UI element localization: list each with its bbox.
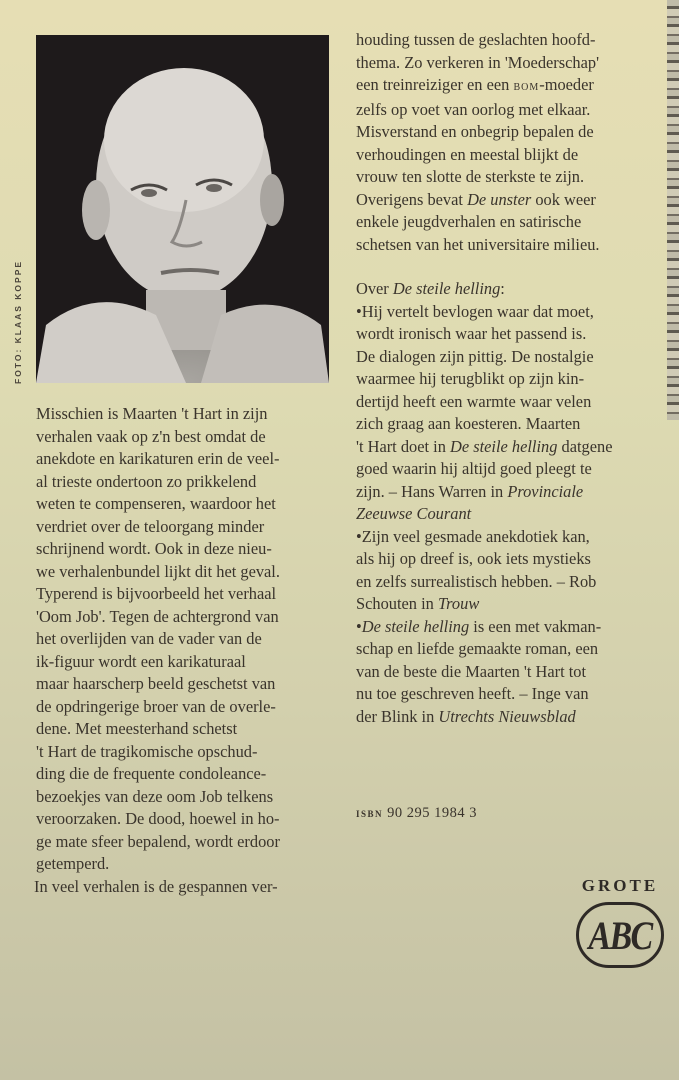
review-source: Trouw	[437, 594, 480, 613]
text-span: -moeder	[539, 75, 594, 94]
text-line	[356, 481, 666, 504]
text-line: van de beste die Maarten 't Hart tot	[356, 661, 587, 681]
publisher-logo	[570, 872, 670, 972]
text-line	[356, 616, 666, 639]
isbn-label: isbn	[356, 805, 384, 820]
text-line: getemperd.	[36, 854, 110, 873]
text-line: waarmee hij terugblikt op zijn kin-	[356, 369, 585, 388]
text-line: verhalen vaak op z'n best omdat de	[36, 426, 266, 446]
text-line: anekdote en karikaturen erin de veel-	[36, 449, 280, 468]
text-line: schrijnend wordt. Ook in deze nieu-	[36, 539, 272, 558]
text-line: zelfs op voet van oorlog met elkaar.	[356, 99, 591, 119]
text-line	[356, 436, 666, 459]
book-title: De steile helling	[392, 279, 501, 298]
text-line: wordt ironisch waar het passend is.	[356, 324, 587, 343]
blurb-left-column	[36, 403, 336, 898]
text-line: dertijd heeft een warmte waar velen	[356, 391, 592, 411]
text-line: als hij op dreef is, ook iets mystieks	[356, 549, 591, 568]
text-line: Misverstand en onbegrip bepalen de	[356, 122, 594, 141]
blurb-continuation	[356, 29, 666, 256]
text-line: schetsen van het universitaire milieu.	[356, 234, 600, 254]
acronym: bom	[513, 79, 540, 94]
text-span: der Blink in	[356, 706, 439, 726]
text-line: maar haarscherp beeld geschetst van	[36, 674, 276, 693]
text-span: datgene	[557, 436, 613, 456]
text-line: dene. Met meesterhand schetst	[36, 719, 238, 738]
logo-mark: ABC	[588, 912, 652, 958]
bullet: •	[356, 616, 362, 636]
photo-credit: FOTO: KLAAS KOPPE	[13, 259, 23, 384]
text-line: schap en liefde gemaakte roman, een	[356, 639, 599, 658]
review-source: Provinciale	[507, 481, 584, 501]
isbn-number: 90 295 1984 3	[387, 805, 478, 821]
text-line: het overlijden van de vader van de	[36, 629, 262, 648]
text-line: we verhalenbundel lijkt dit het geval.	[36, 561, 280, 581]
review-source: Utrechts Nieuwsblad	[438, 706, 576, 726]
text-line: vrouw ten slotte de sterkste te zijn.	[356, 167, 585, 186]
isbn	[356, 805, 477, 822]
text-line: zich graag aan koesteren. Maarten	[356, 414, 581, 433]
portrait-illustration	[36, 35, 329, 383]
text-line	[356, 593, 666, 616]
text-line: 't Hart de tragikomische opschud-	[36, 741, 258, 761]
review-source: Zeeuwse Courant	[356, 504, 472, 523]
author-photo	[36, 35, 329, 383]
text-line: weten te compenseren, waardoor het	[36, 494, 276, 513]
book-title: De steile helling	[450, 436, 558, 456]
text-line: ge mate sfeer bepalend, wordt erdoor	[36, 831, 280, 851]
text-span: :	[500, 279, 505, 298]
text-line: •Zijn veel gesmade anekdotiek kan,	[356, 526, 590, 546]
adjacent-page-edge	[667, 0, 679, 420]
text-span: Schouten in	[356, 594, 438, 613]
text-line: de opdringerige broer van de overle-	[36, 696, 276, 716]
text-line: •Hij vertelt bevlogen waar dat moet,	[356, 301, 594, 321]
text-line: veroorzaken. De dood, hoewel in ho-	[36, 809, 280, 828]
text-line: Misschien is Maarten 't Hart in zijn	[36, 404, 268, 423]
text-line: verdriet over de teloorgang minder	[36, 516, 265, 536]
reviews-section	[356, 278, 666, 728]
text-line: ding die de frequente condoleance-	[36, 764, 267, 783]
review-quote	[356, 301, 666, 526]
text-line: houding tussen de geslachten hoofd-	[356, 30, 596, 49]
review-quote	[356, 616, 666, 729]
text-span: is een met vakman-	[469, 616, 602, 636]
reviews-heading	[356, 278, 666, 301]
book-title: De unster	[467, 189, 532, 209]
logo-top-text: GROTE	[581, 876, 659, 895]
text-span: Overigens bevat	[356, 189, 468, 209]
text-span: zijn. – Hans Warren in	[356, 481, 508, 501]
text-line: al trieste ondertoon zo prikkelend	[36, 471, 257, 491]
book-title: De steile helling	[361, 616, 470, 636]
text-line: De dialogen zijn pittig. De nostalgie	[356, 346, 594, 366]
text-line	[356, 503, 666, 526]
spacer	[356, 256, 666, 278]
text-line: enkele jeugdverhalen en satirische	[356, 212, 582, 231]
text-line	[356, 706, 666, 729]
text-line: ik-figuur wordt een karikaturaal	[36, 651, 246, 671]
text-line: nu toe geschreven heeft. – Inge van	[356, 684, 589, 703]
text-span: ook weer	[531, 189, 596, 209]
text-line: Typerend is bijvoorbeeld het verhaal	[36, 584, 277, 603]
text-span: een treinreiziger en een	[356, 75, 514, 94]
text-line: thema. Zo verkeren in 'Moederschap'	[356, 52, 600, 72]
review-quote	[356, 526, 666, 616]
text-line: goed waarin hij altijd goed pleegt te	[356, 459, 592, 478]
text-line: en zelfs surrealistisch hebben. – Rob	[356, 571, 597, 591]
text-line	[356, 74, 666, 99]
text-line: In veel verhalen is de gespannen ver-	[34, 876, 278, 896]
logo-oval-icon	[576, 902, 664, 968]
text-span: 't Hart doet in	[356, 436, 450, 456]
text-line: 'Oom Job'. Tegen de achtergrond van	[36, 606, 279, 626]
blurb-right-column	[356, 29, 666, 728]
text-line: verhoudingen en meestal blijkt de	[356, 144, 579, 164]
text-span: Over	[356, 279, 393, 298]
text-line: bezoekjes van deze oom Job telkens	[36, 786, 274, 806]
text-line	[356, 189, 666, 212]
